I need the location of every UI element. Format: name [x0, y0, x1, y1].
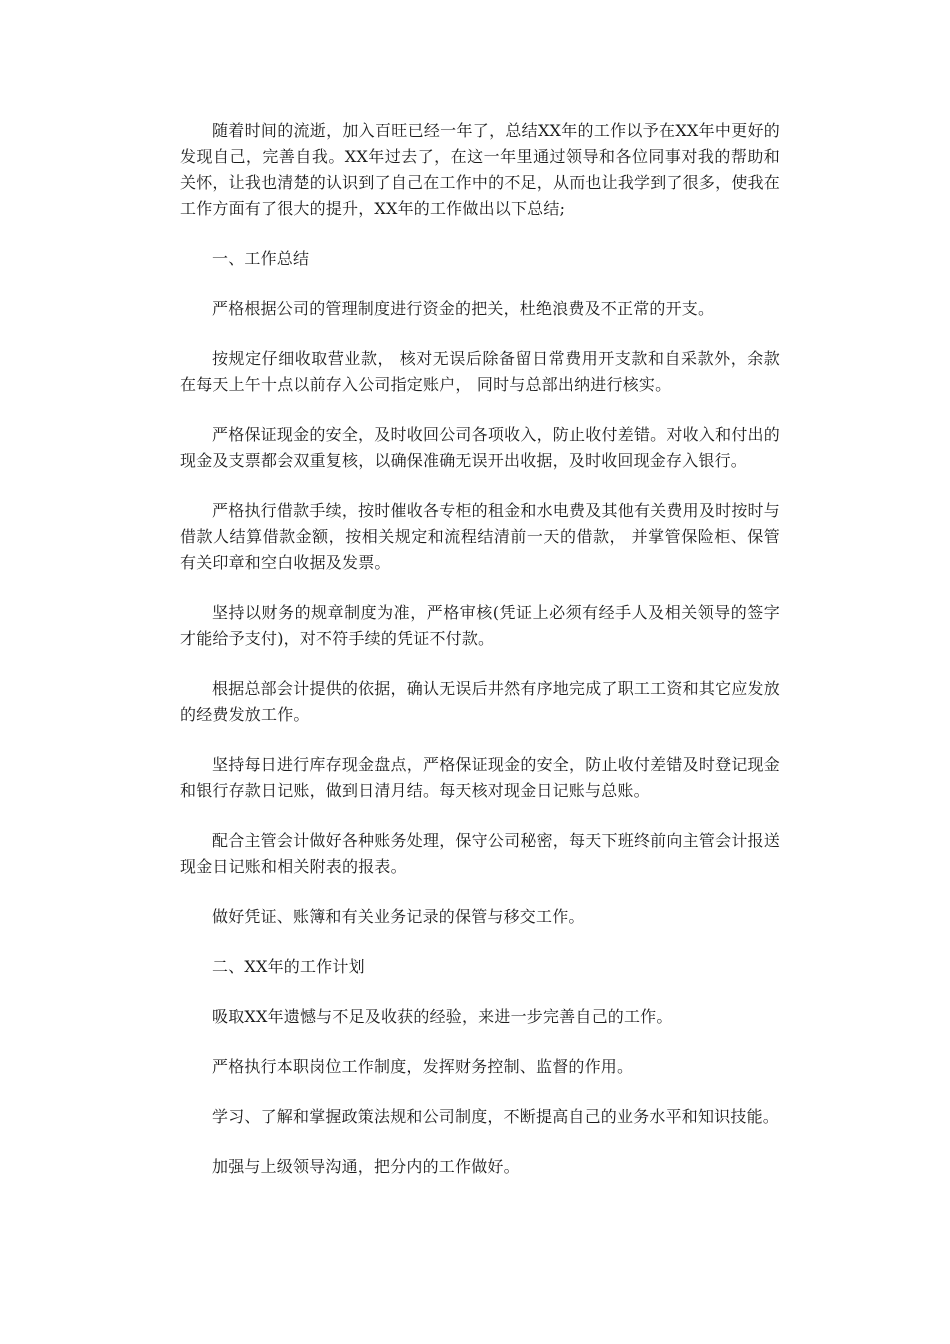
plan-paragraph: 加强与上级领导沟通，把分内的工作做好。 [212, 1157, 520, 1176]
summary-paragraph: 严格根据公司的管理制度进行资金的把关，杜绝浪费及不正常的开支。 [212, 299, 715, 318]
document-body [180, 118, 780, 1204]
summary-paragraph: 严格保证现金的安全，及时收回公司各项收入，防止收付差错。对收入和付出的现金及支票都会双重复核，以确保准确无误开出收据，及时收回现金存入银行。 [180, 425, 780, 470]
summary-paragraph: 坚持每日进行库存现金盘点，严格保证现金的安全，防止收付差错及时登记现金和银行存款日记账，做到日清月结。每天核对现金日记账与总账。 [180, 755, 780, 800]
summary-paragraph: 根据总部会计提供的依据，确认无误后井然有序地完成了职工工资和其它应发放的经费发放工作。 [180, 679, 780, 724]
intro-paragraph: 随着时间的流逝，加入百旺已经一年了，总结XX年的工作以予在XX年中更好的发现自己，完善自我。XX年过去了，在这一年里通过领导和各位同事对我的帮助和关怀，让我也清楚的认识到了自己在工作中的不足，从而也让我学到了很多，使我在工作方面有了很大的提升，XX年的工作做出以下总结; [180, 121, 780, 218]
plan-paragraph: 严格执行本职岗位工作制度，发挥财务控制、监督的作用。 [212, 1057, 634, 1076]
section-heading-work-summary: 一、工作总结 [212, 249, 310, 268]
summary-paragraph: 按规定仔细收取营业款， 核对无误后除备留日常费用开支款和自采款外，余款在每天上午十点以前存入公司指定账户， 同时与总部出纳进行核实。 [180, 349, 780, 394]
section-heading-work-plan: 二、XX年的工作计划 [212, 957, 365, 976]
plan-paragraph: 学习、了解和掌握政策法规和公司制度，不断提高自己的业务水平和知识技能。 [212, 1107, 780, 1126]
summary-paragraph: 做好凭证、账簿和有关业务记录的保管与移交工作。 [212, 907, 585, 926]
plan-paragraph: 吸取XX年遗憾与不足及收获的经验，来进一步完善自己的工作。 [212, 1007, 673, 1026]
summary-paragraph: 坚持以财务的规章制度为准，严格审核(凭证上必须有经手人及相关领导的签字才能给予支付)，对不符手续的凭证不付款。 [180, 603, 780, 648]
summary-paragraph: 严格执行借款手续，按时催收各专柜的租金和水电费及其他有关费用及时按时与借款人结算借款金额，按相关规定和流程结清前一天的借款， 并掌管保险柜、保管有关印章和空白收据及发票。 [180, 501, 780, 572]
summary-paragraph: 配合主管会计做好各种账务处理，保守公司秘密，每天下班终前向主管会计报送现金日记账和相关附表的报表。 [180, 831, 780, 876]
